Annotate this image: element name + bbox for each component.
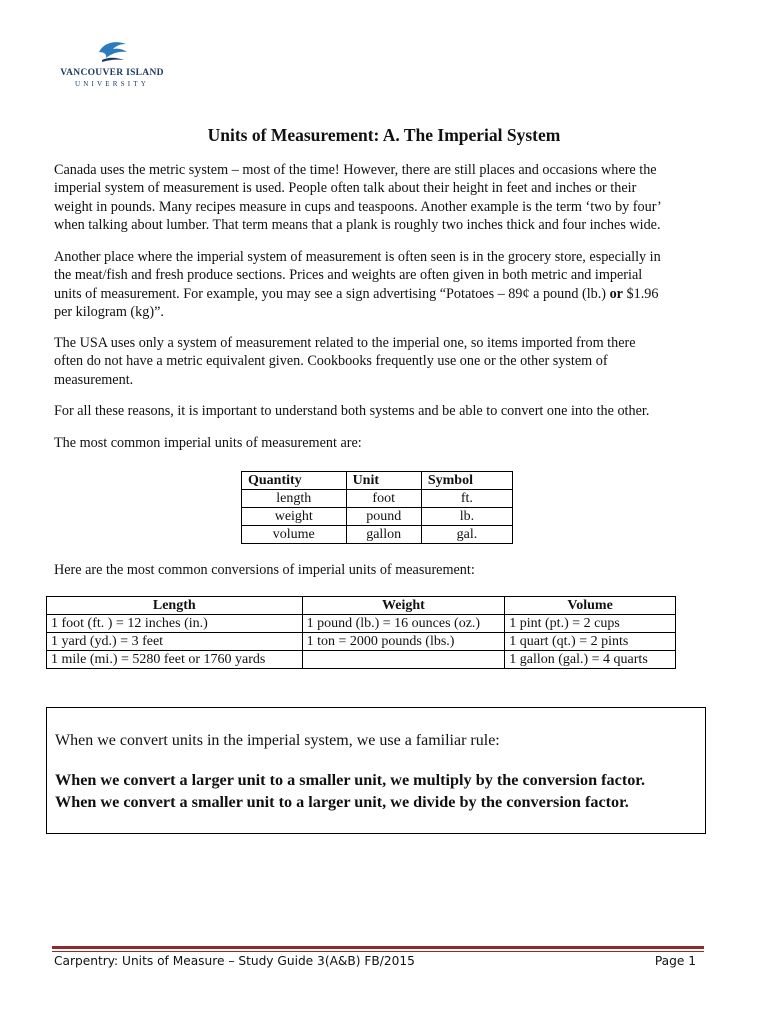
table-cell: volume [242, 526, 347, 544]
rule-intro: When we convert units in the imperial system, we use a familiar rule: [55, 732, 500, 749]
table-cell: ft. [421, 490, 512, 508]
text-line: per kilogram (kg)”. [54, 303, 164, 320]
column-header: Weight [302, 597, 505, 615]
table-header-row [47, 597, 676, 615]
table-row [242, 526, 513, 544]
text-line: when talking about lumber. That term means that a plank is roughly two inches thick and four inches wide. [54, 216, 661, 233]
paragraph-reasons: For all these reasons, it is important to understand both systems and be able to convert one into the other. [54, 403, 650, 419]
table-cell: 1 pound (lb.) = 16 ounces (oz.) [302, 615, 505, 633]
column-header: Symbol [421, 472, 512, 490]
table-cell: 1 ton = 2000 pounds (lbs.) [302, 633, 505, 651]
text-line [54, 285, 704, 303]
text-line: Another place where the imperial system of measurement is often seen is in the grocery store, especially in [54, 249, 661, 265]
text-line: measurement. [54, 371, 134, 388]
footer-course-label: Carpentry: Units of Measure – Study Guide 3(A&B) FB/2015 [54, 954, 415, 968]
table-cell: pound [346, 508, 421, 526]
table-cell: 1 quart (qt.) = 2 pints [505, 633, 676, 651]
table-cell: length [242, 490, 347, 508]
logo-line2: UNIVERSITY [75, 80, 149, 88]
table-cell: gal. [421, 526, 512, 544]
rule-divide: When we convert a smaller unit to a larger unit, we divide by the conversion factor. [55, 793, 629, 811]
table-cell: 1 mile (mi.) = 5280 feet or 1760 yards [47, 651, 303, 669]
table-cell: foot [346, 490, 421, 508]
text-line: weight in pounds. Many recipes measure in cups and teaspoons. Another example is the term ‘two by four’ [54, 198, 662, 215]
text-line: imperial system of measurement is used. People often talk about their height in feet and inches or their [54, 180, 637, 197]
paragraph-grocery [54, 248, 704, 321]
table-row [242, 508, 513, 526]
bold-or: or [609, 285, 623, 302]
column-header: Quantity [242, 472, 347, 490]
text-line: the meat/fish and fresh produce sections. Prices and weights are often given in both metric and imperial [54, 267, 643, 284]
text-line: often do not have a metric equivalent given. Cookbooks frequently use one or the other system of [54, 353, 608, 370]
paragraph-common-units: The most common imperial units of measurement are: [54, 435, 362, 451]
text-line: Canada uses the metric system – most of the time! However, there are still places and occasions where the [54, 162, 657, 178]
table-cell: weight [242, 508, 347, 526]
paragraph-usa [54, 334, 704, 389]
table-cell [302, 651, 505, 669]
text-line: The USA uses only a system of measurement related to the imperial one, so items imported from there [54, 335, 636, 351]
table-row [242, 490, 513, 508]
table-cell: 1 pint (pt.) = 2 cups [505, 615, 676, 633]
column-header: Unit [346, 472, 421, 490]
table-row [47, 615, 676, 633]
paragraph-intro [54, 161, 704, 234]
table-cell: 1 foot (ft. ) = 12 inches (in.) [47, 615, 303, 633]
table-cell: 1 gallon (gal.) = 4 quarts [505, 651, 676, 669]
footer-divider [52, 946, 704, 949]
university-logo [58, 32, 166, 94]
logo-line1: VANCOUVER ISLAND [60, 68, 164, 78]
table-header-row [242, 472, 513, 490]
conversions-table [46, 596, 676, 669]
paragraph-conversions: Here are the most common conversions of imperial units of measurement: [54, 562, 475, 578]
column-header: Length [47, 597, 303, 615]
units-table [241, 471, 513, 544]
footer-divider-thin [52, 951, 704, 952]
page-title: Units of Measurement: A. The Imperial System [207, 125, 561, 145]
bird-wave-icon [96, 38, 130, 64]
text-fragment: $1.96 [622, 285, 659, 302]
text-fragment: units of measurement. For example, you may see a sign advertising “Potatoes – 89¢ a pound (lb.) [54, 285, 610, 302]
table-cell: 1 yard (yd.) = 3 feet [47, 633, 303, 651]
conversion-rule-box [46, 707, 706, 834]
rule-multiply: When we convert a larger unit to a smaller unit, we multiply by the conversion factor. [55, 771, 646, 789]
table-cell: lb. [421, 508, 512, 526]
table-cell: gallon [346, 526, 421, 544]
footer-page-number: Page 1 [654, 954, 696, 968]
table-row [47, 651, 676, 669]
table-row [47, 633, 676, 651]
column-header: Volume [505, 597, 676, 615]
